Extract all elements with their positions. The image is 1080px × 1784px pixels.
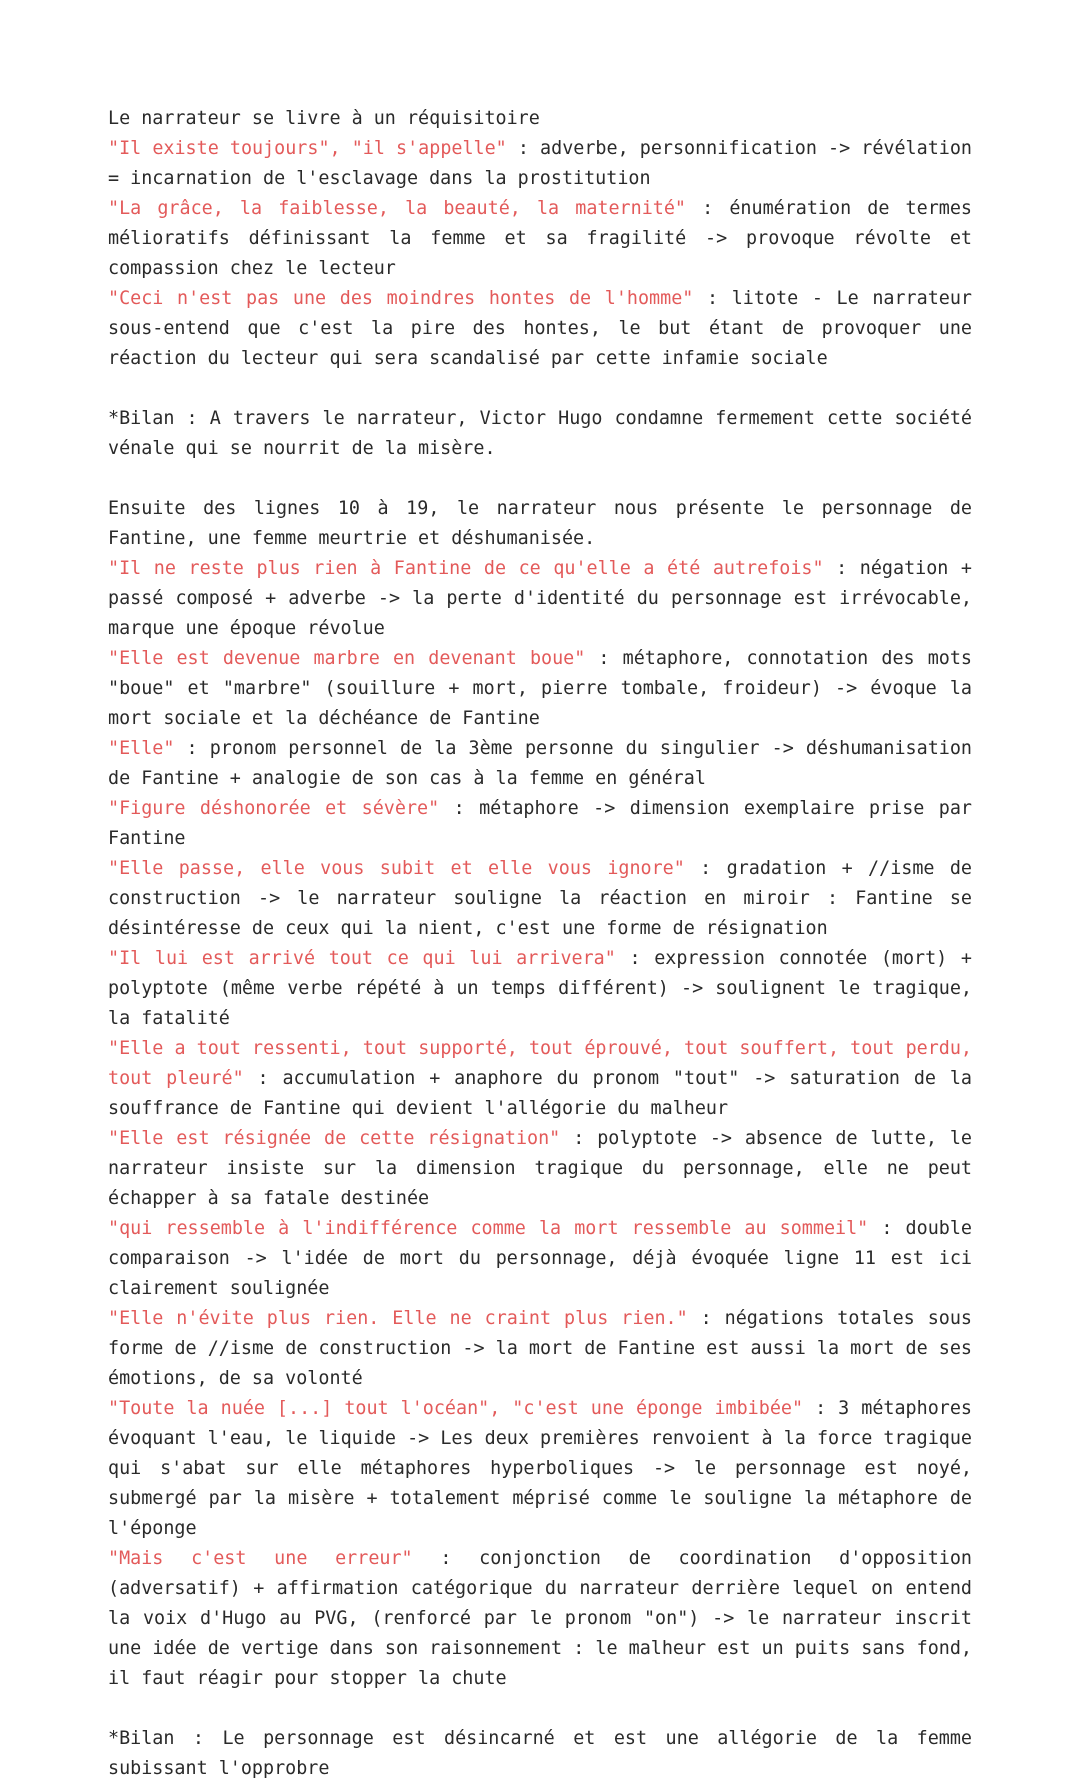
paragraph [108, 1544, 972, 1694]
analysis: : pronom personnel de la 3ème personne du singulier -> déshumanisation de Fantine + analogie de son cas à la femme en général [108, 738, 972, 789]
paragraph [108, 104, 972, 134]
quote: "qui ressemble à l'indifférence comme la mort ressemble au sommeil" [108, 1218, 869, 1239]
quote: "Elle passe, elle vous subit et elle vous ignore" [108, 858, 685, 879]
summary-paragraph [108, 1724, 972, 1784]
paragraph [108, 944, 972, 1034]
document-body [108, 104, 972, 1784]
paragraph-text: *Bilan : Le personnage est désincarné et est une allégorie de la femme subissant l'opprobre [108, 1728, 972, 1779]
paragraph [108, 284, 972, 374]
paragraph [108, 134, 972, 194]
quote: "La grâce, la faiblesse, la beauté, la maternité" [108, 198, 686, 219]
quote: "Elle a tout ressenti, tout supporté, tout éprouvé, tout souffert, tout perdu, tout pleuré" [108, 1038, 972, 1089]
quote: "Il ne reste plus rien à Fantine de ce qu'elle a été autrefois" [108, 558, 824, 579]
paragraph-text: Ensuite des lignes 10 à 19, le narrateur nous présente le personnage de Fantine, une femme meurtrie et déshumanisée. [108, 498, 972, 549]
quote: "Il lui est arrivé tout ce qui lui arrivera" [108, 948, 616, 969]
quote: "Mais c'est une erreur" [108, 1548, 413, 1569]
paragraph [108, 1304, 972, 1394]
analysis: : expression connotée (mort) + polyptote (même verbe répété à un temps différent) -> soulignent le tragique, la fatalité [108, 948, 972, 1029]
spacer [108, 1694, 972, 1724]
analysis: : accumulation + anaphore du pronom "tout" -> saturation de la souffrance de Fantine qui devient l'allégorie du malheur [108, 1068, 972, 1119]
quote: "Toute la nuée [...] tout l'océan", "c'est une éponge imbibée" [108, 1398, 804, 1419]
analysis: : 3 métaphores évoquant l'eau, le liquide -> Les deux premières renvoient à la force tragique qui s'abat sur elle métaphores hyperboliques -> le personnage est noyé, submergé par la misère + totalement méprisé comme le souligne la métaphore de l'éponge [108, 1398, 972, 1539]
quote: "Elle est devenue marbre en devenant boue" [108, 648, 586, 669]
paragraph [108, 554, 972, 644]
paragraph [108, 494, 972, 554]
paragraph-text: *Bilan : A travers le narrateur, Victor Hugo condamne fermement cette société vénale qui se nourrit de la misère. [108, 408, 972, 459]
paragraph [108, 794, 972, 854]
paragraph-text: Le narrateur se livre à un réquisitoire [108, 108, 540, 129]
quote: "Figure déshonorée et sévère" [108, 798, 440, 819]
analysis: : négation + passé composé + adverbe -> la perte d'identité du personnage est irrévocable, marque une époque révolue [108, 558, 973, 639]
paragraph [108, 1124, 972, 1214]
analysis: : adverbe, personnification -> révélation = incarnation de l'esclavage dans la prostitution [108, 138, 972, 189]
analysis: : énumération de termes mélioratifs définissant la femme et sa fragilité -> provoque révolte et compassion chez le lecteur [108, 198, 972, 279]
summary-paragraph [108, 404, 972, 464]
paragraph [108, 644, 972, 734]
paragraph [108, 854, 972, 944]
analysis: : litote - Le narrateur sous-entend que c'est la pire des hontes, le but étant de provoquer une réaction du lecteur qui sera scandalisé par cette infamie sociale [108, 288, 972, 369]
quote: "Elle n'évite plus rien. Elle ne craint plus rien." [108, 1308, 688, 1329]
analysis: : métaphore, connotation des mots "boue" et "marbre" (souillure + mort, pierre tombale, froideur) -> évoque la mort sociale et la déchéance de Fantine [108, 648, 972, 729]
analysis: : double comparaison -> l'idée de mort du personnage, déjà évoquée ligne 11 est ici clairement soulignée [108, 1218, 972, 1299]
analysis: : métaphore -> dimension exemplaire prise par Fantine [108, 798, 972, 849]
paragraph [108, 194, 972, 284]
spacer [108, 464, 972, 494]
analysis: : gradation + //isme de construction -> le narrateur souligne la réaction en miroir : Fantine se désintéresse de ceux qui la nient, c'est une forme de résignation [108, 858, 972, 939]
quote: "Elle est résignée de cette résignation" [108, 1128, 561, 1149]
paragraph [108, 1214, 972, 1304]
quote: "Ceci n'est pas une des moindres hontes de l'homme" [108, 288, 694, 309]
quote: "Il existe toujours", "il s'appelle" [108, 138, 507, 159]
analysis: : polyptote -> absence de lutte, le narrateur insiste sur la dimension tragique du personnage, elle ne peut échapper à sa fatale destinée [108, 1128, 972, 1209]
spacer [108, 374, 972, 404]
analysis: : conjonction de coordination d'opposition (adversatif) + affirmation catégorique du narrateur derrière lequel on entend la voix d'Hugo au PVG, (renforcé par le pronom "on") -> le narrateur inscrit une idée de vertige dans son raisonnement : le malheur est un puits sans fond, il faut réagir pour stopper la chute [108, 1548, 972, 1689]
paragraph [108, 1034, 972, 1124]
paragraph [108, 1394, 972, 1544]
paragraph [108, 734, 972, 794]
analysis: : négations totales sous forme de //isme de construction -> la mort de Fantine est aussi la mort de ses émotions, de sa volonté [108, 1308, 972, 1389]
quote: "Elle" [108, 738, 175, 759]
